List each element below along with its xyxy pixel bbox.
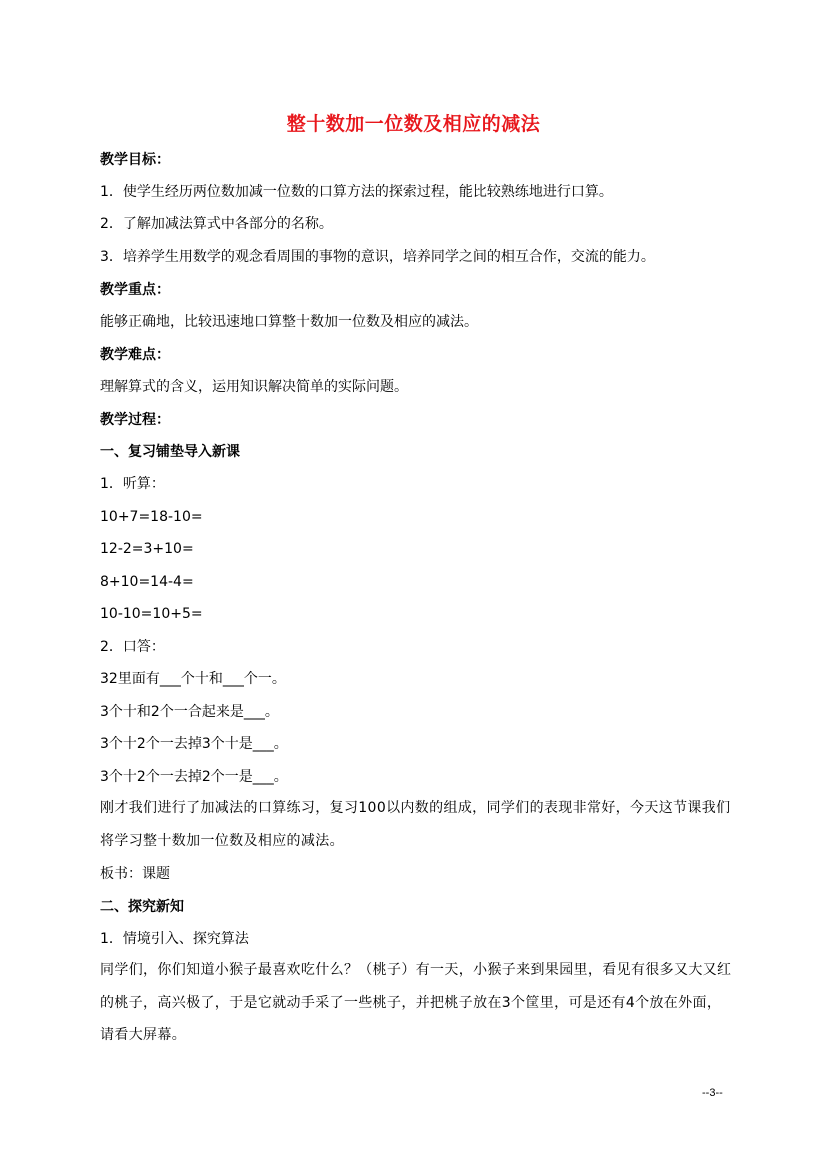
oral-item: 3个十2个一去掉3个十是___。: [100, 736, 288, 752]
key-points-heading: 教学重点：: [100, 282, 170, 298]
section-1-heading: 一、复习铺垫导入新课: [100, 444, 240, 460]
board-note: 板书：课题: [100, 866, 170, 882]
listen-item: 10+7=18-10=: [100, 509, 203, 525]
listen-item: 8+10=14-4=: [100, 574, 194, 590]
oral-heading: 2．口答：: [100, 639, 165, 655]
situation-heading: 1．情境引入、探究算法: [100, 931, 249, 947]
objective-item: 1．使学生经历两位数加减一位数的口算方法的探索过程，能比较熟练地进行口算。: [100, 184, 613, 200]
listen-heading: 1．听算：: [100, 476, 165, 492]
objective-item: 2．了解加减法算式中各部分的名称。: [100, 216, 333, 232]
oral-item: 32里面有___个十和___个一。: [100, 671, 286, 687]
story-paragraph: 同学们，你们知道小猴子最喜欢吃什么？（桃子）有一天，小猴子来到果园里，看见有很多又大又红的桃子，高兴极了，于是它就动手采了一些桃子，并把桃子放在3个筐里，可是还有4个放在外面，请看大屏幕。: [100, 962, 732, 1043]
oral-item: 3个十和2个一合起来是___。: [100, 704, 279, 720]
listen-item: 12-2=3+10=: [100, 541, 194, 557]
intro-paragraph: 刚才我们进行了加减法的口算练习，复习100以内数的组成，同学们的表现非常好，今天这节课我们将学习整十数加一位数及相应的减法。: [100, 800, 731, 849]
objectives-heading: 教学目标：: [100, 152, 170, 168]
process-heading: 教学过程：: [100, 412, 170, 428]
key-points-text: 能够正确地，比较迅速地口算整十数加一位数及相应的减法。: [100, 314, 478, 330]
difficulties-heading: 教学难点：: [100, 347, 170, 363]
difficulties-text: 理解算式的含义，运用知识解决简单的实际问题。: [100, 379, 408, 395]
page-number: --3--: [702, 1087, 723, 1099]
objective-item: 3．培养学生用数学的观念看周围的事物的意识，培养同学之间的相互合作，交流的能力。: [100, 249, 655, 265]
section-2-heading: 二、探究新知: [100, 899, 184, 915]
oral-item: 3个十2个一去掉2个一是___。: [100, 769, 288, 785]
document-title: 整十数加一位数及相应的减法: [286, 113, 541, 135]
listen-item: 10-10=10+5=: [100, 606, 203, 622]
